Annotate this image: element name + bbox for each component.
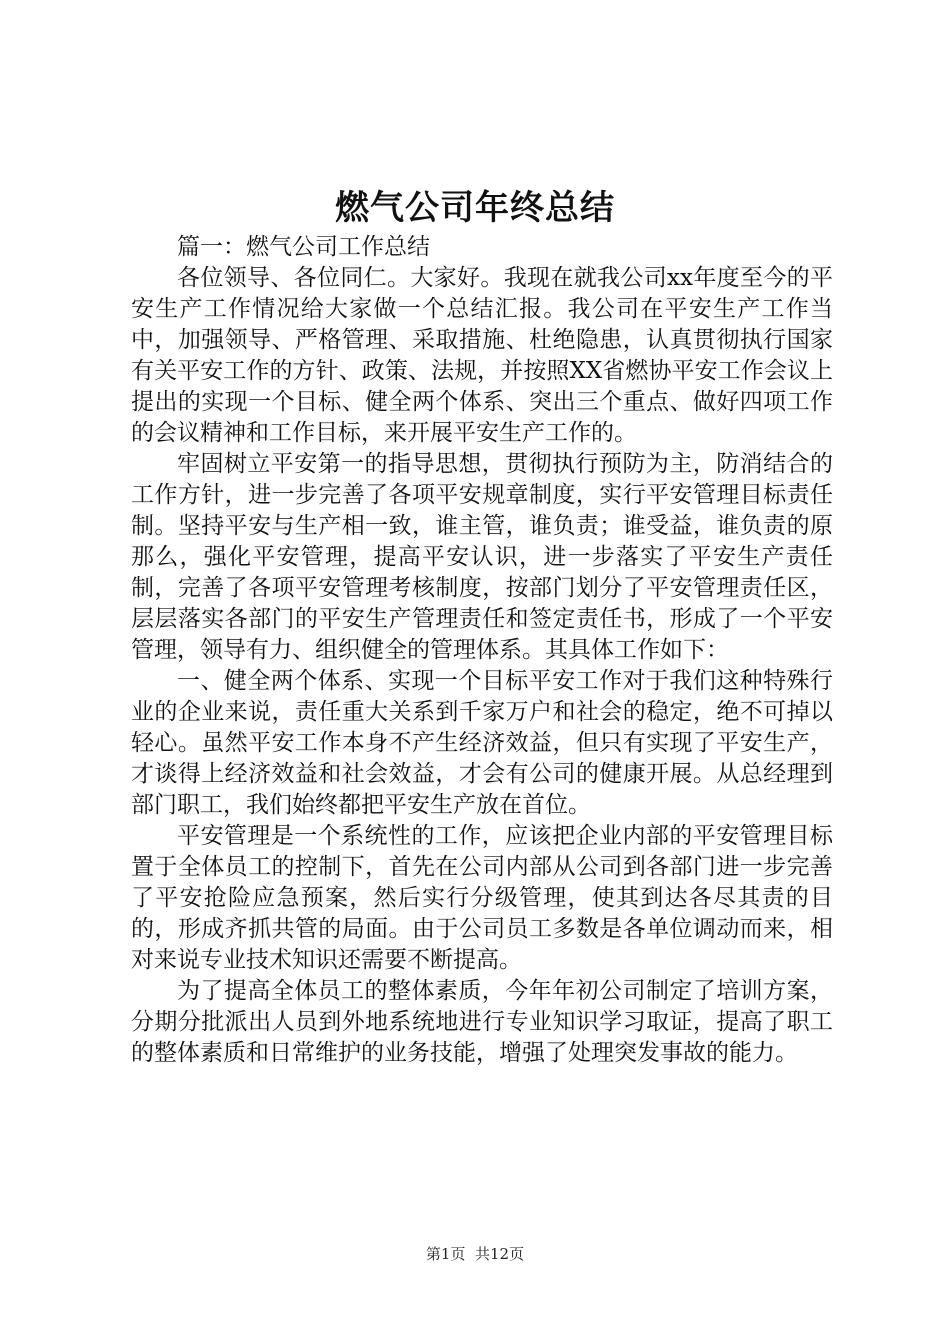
section-heading: 篇一：燃气公司工作总结 bbox=[177, 234, 430, 260]
paragraph-greeting: 各位领导、各位同仁。大家好。我现在就我公司xx年度至今的平安生产工作情况给大家做一个总结汇报。我公司在平安生产工作当中，加强领导、严格管理、采取措施、杜绝隐患，认真贯彻执行国家有关平安工作的方针、政策、法规，并按照XX省燃协平安工作会议上提出的实现一个目标、健全两个体系、突出三个重点、做好四项工作的会议精神和工作目标，来开展平安生产工作的。 bbox=[131, 265, 833, 446]
document-body bbox=[131, 232, 833, 1069]
paragraph-safety-management: 平安管理是一个系统性的工作，应该把企业内部的平安管理目标置于全体员工的控制下，首先在公司内部从公司到各部门进一步完善了平安抢险应急预案，然后实行分级管理，使其到达各尽其责的目的，形成齐抓共管的局面。由于公司员工多数是各单位调动而来，相对来说专业技术知识还需要不断提高。 bbox=[131, 823, 833, 973]
paragraph-training: 为了提高全体员工的整体素质，今年年初公司制定了培训方案，分期分批派出人员到外地系统地进行专业知识学习取证，提高了职工的整体素质和日常维护的业务技能，增强了处理突发事故的能力。 bbox=[131, 978, 833, 1066]
page-number: 第1页 共12页 bbox=[425, 1245, 525, 1263]
paragraph-guiding-thought: 牢固树立平安第一的指导思想，贯彻执行预防为主，防消结合的工作方针，进一步完善了各项平安规章制度，实行平安管理目标责任制。坚持平安与生产相一致，谁主管，谁负责；谁受益，谁负责的原那么，强化平安管理，提高平安认识，进一步落实了平安生产责任制，完善了各项平安管理考核制度，按部门划分了平安管理责任区，层层落实各部门的平安生产管理责任和签定责任书，形成了一个平安管理，领导有力、组织健全的管理体系。其具体工作如下： bbox=[131, 451, 833, 663]
paragraph-two-systems: 一、健全两个体系、实现一个目标平安工作对于我们这种特殊行业的企业来说，责任重大关系到千家万户和社会的稳定，绝不可掉以轻心。虽然平安工作本身不产生经济效益，但只有实现了平安生产，才谈得上经济效益和社会效益，才会有公司的健康开展。从总经理到部门职工，我们始终都把平安生产放在首位。 bbox=[131, 668, 833, 818]
page-footer bbox=[0, 1244, 950, 1264]
document-title: 燃气公司年终总结 bbox=[335, 188, 615, 228]
